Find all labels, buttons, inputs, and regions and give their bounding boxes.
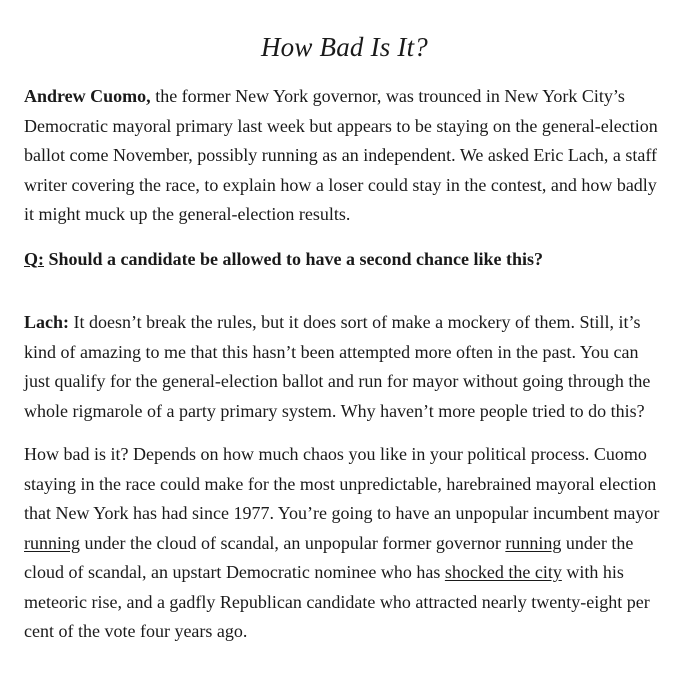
question-paragraph [24, 245, 665, 275]
answer-speaker: Lach: [24, 312, 69, 332]
answer-text: It doesn’t break the rules, but it does sort of make a mockery of them. Still, it’s kind of amazing to me that this hasn’t been attempted more often in the past. You can just qualify for the general-election ballot and run for mayor without going through the whole rigmarole of a party primary system. Why haven’t more people tried to do this? [24, 312, 651, 421]
intro-text: the former New York governor, was trounced in New York City’s Democratic mayoral primary last week but appears to be staying on the general-election ballot come November, possibly running as an independent. We asked Eric Lach, a staff writer covering the race, to explain how a loser could stay in the contest, and how badly it might muck up the general-election results. [24, 86, 658, 224]
followup-text-1: How bad is it? Depends on how much chaos you like in your political process. Cuomo staying in the race could make for the most unpredictable, harebrained mayoral election that New York has had since 1977. You’re going to have an unpopular incumbent mayor [24, 444, 660, 523]
article-title: How Bad Is It? [260, 32, 429, 62]
running-link-1[interactable]: running [24, 532, 80, 553]
intro-paragraph [24, 82, 665, 230]
running-link-2[interactable]: running [505, 532, 562, 553]
answer-paragraph [24, 308, 665, 426]
question-text: Should a candidate be allowed to have a second chance like this? [44, 248, 544, 269]
intro-subject-name: Andrew Cuomo, [24, 86, 151, 106]
question-label: Q: [24, 248, 44, 269]
followup-paragraph [24, 440, 665, 647]
followup-text-3: under the cloud of scandal, an upstart Democratic nominee who has [24, 532, 634, 582]
followup-text-4: with his meteoric rise, and a gadfly Republican candidate who attracted nearly twenty-eight per cent of the vote four years ago. [24, 562, 650, 641]
followup-text-2: under the cloud of scandal, an unpopular former governor [80, 532, 506, 553]
shocked-the-city-link[interactable]: shocked the city [444, 562, 562, 582]
